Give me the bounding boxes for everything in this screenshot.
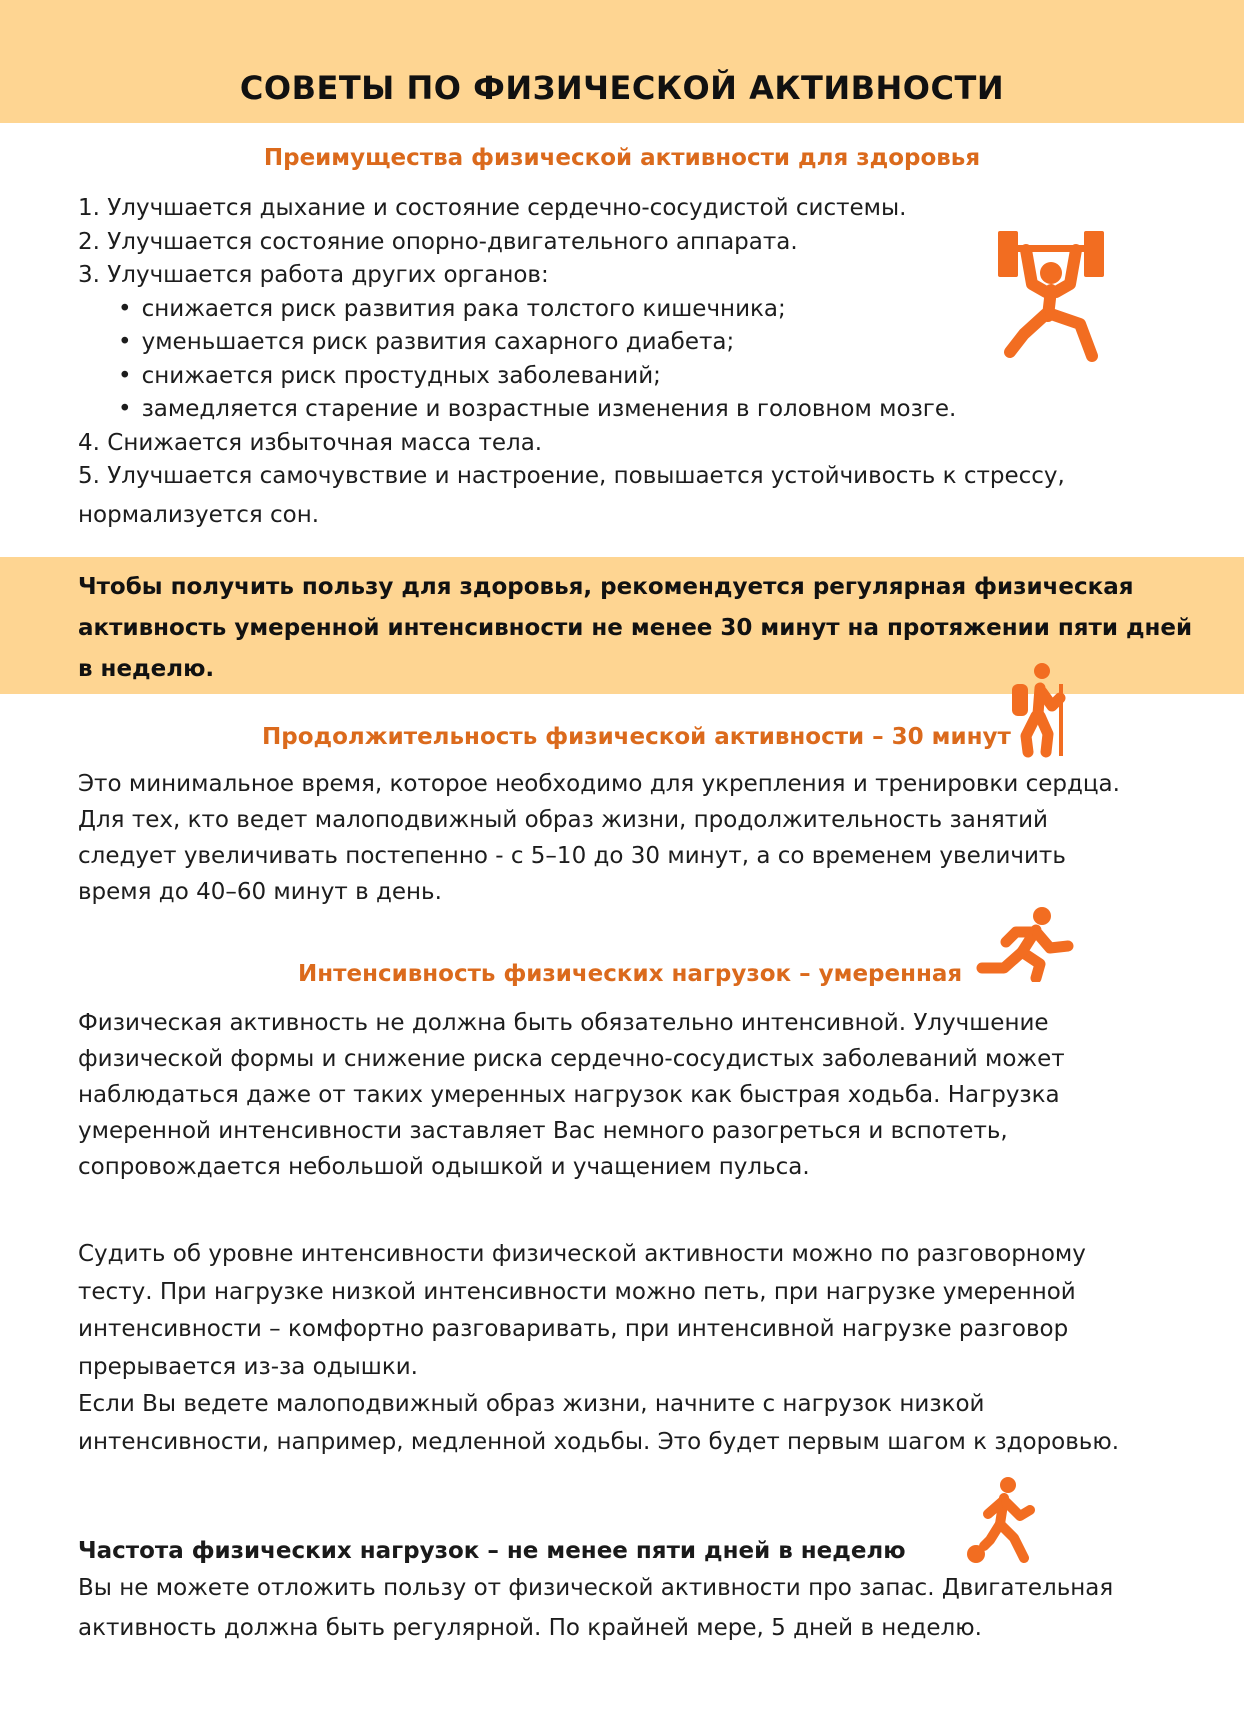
- duration-text: [78, 766, 1178, 910]
- paragraph-line: Это минимальное время, которое необходимо для укрепления и тренировки сердца.: [78, 771, 1120, 797]
- paragraph-line: Вы не можете отложить пользу от физической активности про запас. Двигательная: [78, 1575, 1114, 1601]
- hiker-icon: [1006, 662, 1076, 758]
- paragraph-line: тесту. При нагрузке низкой интенсивности можно петь, при нагрузке умеренной: [78, 1278, 1076, 1305]
- list-item: 1. Улучшается дыхание и состояние сердечно-сосудистой системы.: [78, 195, 907, 221]
- paragraph-line: прерывается из-за одышки.: [78, 1353, 418, 1380]
- paragraph-line: время до 40–60 минут в день.: [78, 879, 442, 905]
- intensity-paragraph-1: [78, 1005, 1178, 1185]
- list-item: 4. Снижается избыточная масса тела.: [78, 429, 543, 456]
- recommendation-line: в неделю.: [78, 656, 215, 682]
- frequency-text: [78, 1568, 1178, 1648]
- intensity-paragraph-2: [78, 1236, 1178, 1461]
- paragraph-line: наблюдаться даже от таких умеренных нагрузок как быстрая ходьба. Нагрузка: [78, 1082, 1060, 1108]
- paragraph-line: умеренной интенсивности заставляет Вас немного разогреться и вспотеть,: [78, 1118, 1008, 1144]
- runner-icon: [972, 906, 1076, 982]
- list-item: нормализуется сон.: [78, 501, 320, 528]
- paragraph-line: следует увеличивать постепенно - с 5–10 до 30 минут, а со временем увеличить: [78, 843, 1066, 869]
- list-item: 3. Улучшается работа других органов:: [78, 262, 549, 288]
- paragraph-line: интенсивности – комфортно разговаривать, при интенсивной нагрузке разговор: [78, 1316, 1069, 1342]
- bullet-item: • снижается риск развития рака толстого кишечника;: [78, 293, 1178, 327]
- paragraph-line: Судить об уровне интенсивности физической активности можно по разговорному: [78, 1241, 1086, 1267]
- duration-heading: Продолжительность физической активности – 30 минут: [262, 724, 1011, 750]
- paragraph-line: Для тех, кто ведет малоподвижный образ жизни, продолжительность занятий: [78, 807, 1049, 833]
- list-item: 2. Улучшается состояние опорно-двигательного аппарата.: [78, 228, 798, 255]
- page-title: СОВЕТЫ ПО ФИЗИЧЕСКОЙ АКТИВНОСТИ: [239, 69, 1005, 107]
- paragraph-line: интенсивности, например, медленной ходьбы. Это будет первым шагом к здоровью.: [78, 1428, 1120, 1455]
- bullet-item: • уменьшается риск развития сахарного диабета;: [78, 326, 1178, 360]
- paragraph-line: сопровождается небольшой одышкой и учащением пульса.: [78, 1154, 810, 1180]
- list-item: 5. Улучшается самочувствие и настроение, повышается устойчивость к стрессу,: [78, 463, 1065, 489]
- benefits-heading: Преимущества физической активности для здоровья: [263, 145, 981, 171]
- paragraph-line: физической формы и снижение риска сердечно-сосудистых заболеваний может: [78, 1046, 1065, 1072]
- frequency-heading: Частота физических нагрузок – не менее пяти дней в неделю: [78, 1538, 906, 1564]
- intensity-heading: Интенсивность физических нагрузок – умеренная: [298, 961, 963, 987]
- football-player-icon: [962, 1476, 1038, 1566]
- paragraph-line: Физическая активность не должна быть обязательно интенсивной. Улучшение: [78, 1010, 1049, 1036]
- paragraph-line: активность должна быть регулярной. По крайней мере, 5 дней в неделю.: [78, 1615, 982, 1641]
- recommendation-line: активность умеренной интенсивности не менее 30 минут на протяжении пяти дней: [78, 615, 1193, 641]
- recommendation-line: Чтобы получить пользу для здоровья, рекомендуется регулярная физическая: [78, 574, 1134, 600]
- paragraph-line: Если Вы ведете малоподвижный образ жизни, начните с нагрузок низкой: [78, 1391, 985, 1417]
- bullet-item: • снижается риск простудных заболеваний;: [78, 360, 1178, 394]
- bullet-item: • замедляется старение и возрастные изменения в головном мозге.: [78, 393, 1178, 427]
- weightlifter-icon: [996, 228, 1106, 368]
